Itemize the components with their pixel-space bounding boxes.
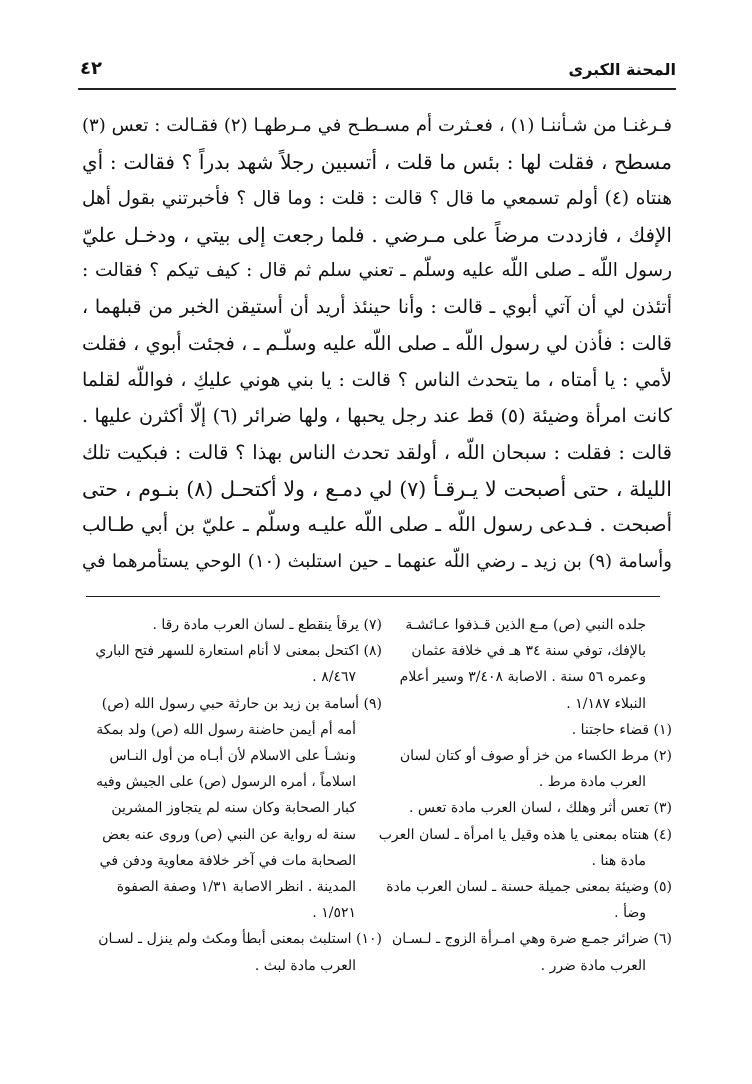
text-line: قالت : فقلت : سبحان اللّه ، أولقد تحدث الناس بهذا ؟ قالت : فبكيت تلك bbox=[82, 440, 672, 464]
main-text bbox=[82, 108, 672, 580]
text-line: كانت امرأة وضيئة (٥) قط عند رجل يحبها ، ولها ضرائر (٦) إلّا أكثرن عليها . bbox=[82, 405, 672, 428]
footnote-line: المدينة . انظر الاصابة ١/٣١ وصفة الصفوة bbox=[116, 879, 356, 896]
footnote-line: جلده النبي (ص) مـع الذين قـذفوا عـائشـة bbox=[405, 617, 646, 633]
footnote-line: (٤) هنتاه بمعنى يا هذه وقيل يا امرأة ـ لسان العرب bbox=[378, 826, 672, 843]
footnote-line: النبلاء ١/١٨٧ . bbox=[566, 695, 646, 712]
text-line: رسول اللّه ـ صلى اللّه عليه وسلّم ـ تعني سلم ثم قال : كيف تيكم ؟ فقالت : bbox=[82, 260, 672, 282]
footnotes-right-column bbox=[372, 612, 672, 979]
footnote-line: مادة هنا . bbox=[591, 852, 646, 869]
text-line: فـرغنـا من شـأننـا (١) ، فعـثرت أم مسـطـح في مـرطهـا (٢) فقـالت : تعس (٣) bbox=[82, 115, 673, 136]
footnote-line: (٣) تعس أثر وهلك ، لسان العرب مادة تعس . bbox=[408, 800, 672, 817]
footnote-line: (١) قضاء حاجتنا . bbox=[571, 721, 672, 738]
text-line: وأسامة (٩) بن زيد ـ رضي اللّه عنهما ـ حين استلبث (١٠) الوحي يستأمرهما في bbox=[82, 550, 673, 572]
footnote-line: (٧) يرقأ ينقطع ـ لسان العرب مادة رقا . bbox=[152, 617, 382, 633]
page-header bbox=[80, 58, 676, 84]
footnote-line: (٨) اكتحل بمعنى لا أنام استعارة للسهر فتح الباري bbox=[95, 643, 382, 660]
text-line: قالت : فأذن لي رسول اللّه ـ صلى اللّه عليه وسلّـم ـ ، فجئت أبوي ، فقلت bbox=[82, 331, 672, 355]
footnote-separator bbox=[86, 596, 660, 597]
footnote-line: (٩) أسامة بن زيد بن حارثة حبي رسول الله (ص) bbox=[101, 695, 382, 712]
footnote-line: (٦) ضرائر جمـع ضرة وهي امـرأة الزوج ـ لـسـان bbox=[392, 931, 672, 948]
footnote-line: ٨/٤٦٧ . bbox=[312, 669, 356, 686]
footnote-line: العرب مادة مرط . bbox=[538, 774, 646, 791]
footnote-line: ١/٥٢١ . bbox=[312, 905, 356, 922]
footnote-line: سنة له رواية عن النبي (ص) وروى عنه بعض bbox=[102, 826, 356, 843]
text-line: هنتاه (٤) أولم تسمعي ما قال ؟ قالت : قلت : وما قال ؟ فأخبرتني بقول أهل bbox=[82, 187, 672, 209]
footnote-line: بالإفك، توفي سنة ٣٤ هـ في خلافة عثمان bbox=[411, 643, 646, 660]
footnote-line: العرب مادة ضرر . bbox=[540, 957, 646, 974]
footnote-line: العرب مادة لبث . bbox=[254, 957, 356, 974]
header-rule bbox=[78, 88, 676, 90]
footnote-line: (١٠) استلبث بمعنى أبطأ ومكث ولم ينزل ـ لسـان bbox=[98, 931, 382, 948]
text-line: لأمي : يا أمتاه ، ما يتحدث الناس ؟ قالت : يا بني هوني عليكِ ، فواللّه لقلما bbox=[82, 369, 672, 392]
footnote-line: (٢) مرط الكساء من خز أو صوف أو كتان لسان bbox=[399, 748, 672, 765]
footnote-line: ونشـأ على الاسلام لأن أبـاه من أول النـاس bbox=[109, 748, 356, 765]
text-line: أتئذن لي أن آتي أبوي ـ قالت : وأنا حينئذ أريد أن أستيقن الخبر من قبلهما ، bbox=[82, 296, 672, 319]
text-line: الإفك ، فازددت مرضاً على مـرضي . فلما رجعت إلى بيتي ، ودخـل عليّ bbox=[82, 222, 672, 247]
footnote-line: وضأ . bbox=[614, 905, 646, 922]
text-line: مسطح ، فقلت لها : بئس ما قلت ، أتسبين رجلاً شهد بدراً ؟ فقالت : أي bbox=[82, 150, 672, 175]
page-number: ٤٢ bbox=[80, 58, 102, 79]
footnote-line: اسلاماً ، أمره الرسول (ص) على الجيش وفيه bbox=[96, 774, 356, 791]
text-line: الليلة ، حتى أصبحت لا يـرقـأ (٧) لي دمـع ، ولا أكتحـل (٨) بنـوم ، حتى bbox=[82, 476, 672, 501]
footnote-line: وعمره ٥٦ سنة . الاصابة ٣/٤٠٨ وسير أعلام bbox=[399, 669, 646, 686]
text-line: أصبحت . فـدعى رسول اللّه ـ صلى اللّه عليـه وسلّم ـ عليّ بن أبي طـالب bbox=[82, 513, 672, 537]
footnote-line: أمه أم أيمن حاضنة رسول الله (ص) ولد بمكة bbox=[96, 721, 356, 738]
footnote-line: (٥) وضيئة بمعنى جميلة حسنة ـ لسان العرب مادة bbox=[386, 879, 672, 896]
footnotes-left-column bbox=[92, 612, 382, 979]
footnote-line: الصحابة مات في آخر خلافة معاوية ودفن في bbox=[99, 852, 356, 869]
running-title: المحنة الكبرى bbox=[568, 60, 676, 79]
footnote-line: كبار الصحابة وكان سنه لم يتجاوز المشرين bbox=[111, 800, 356, 817]
